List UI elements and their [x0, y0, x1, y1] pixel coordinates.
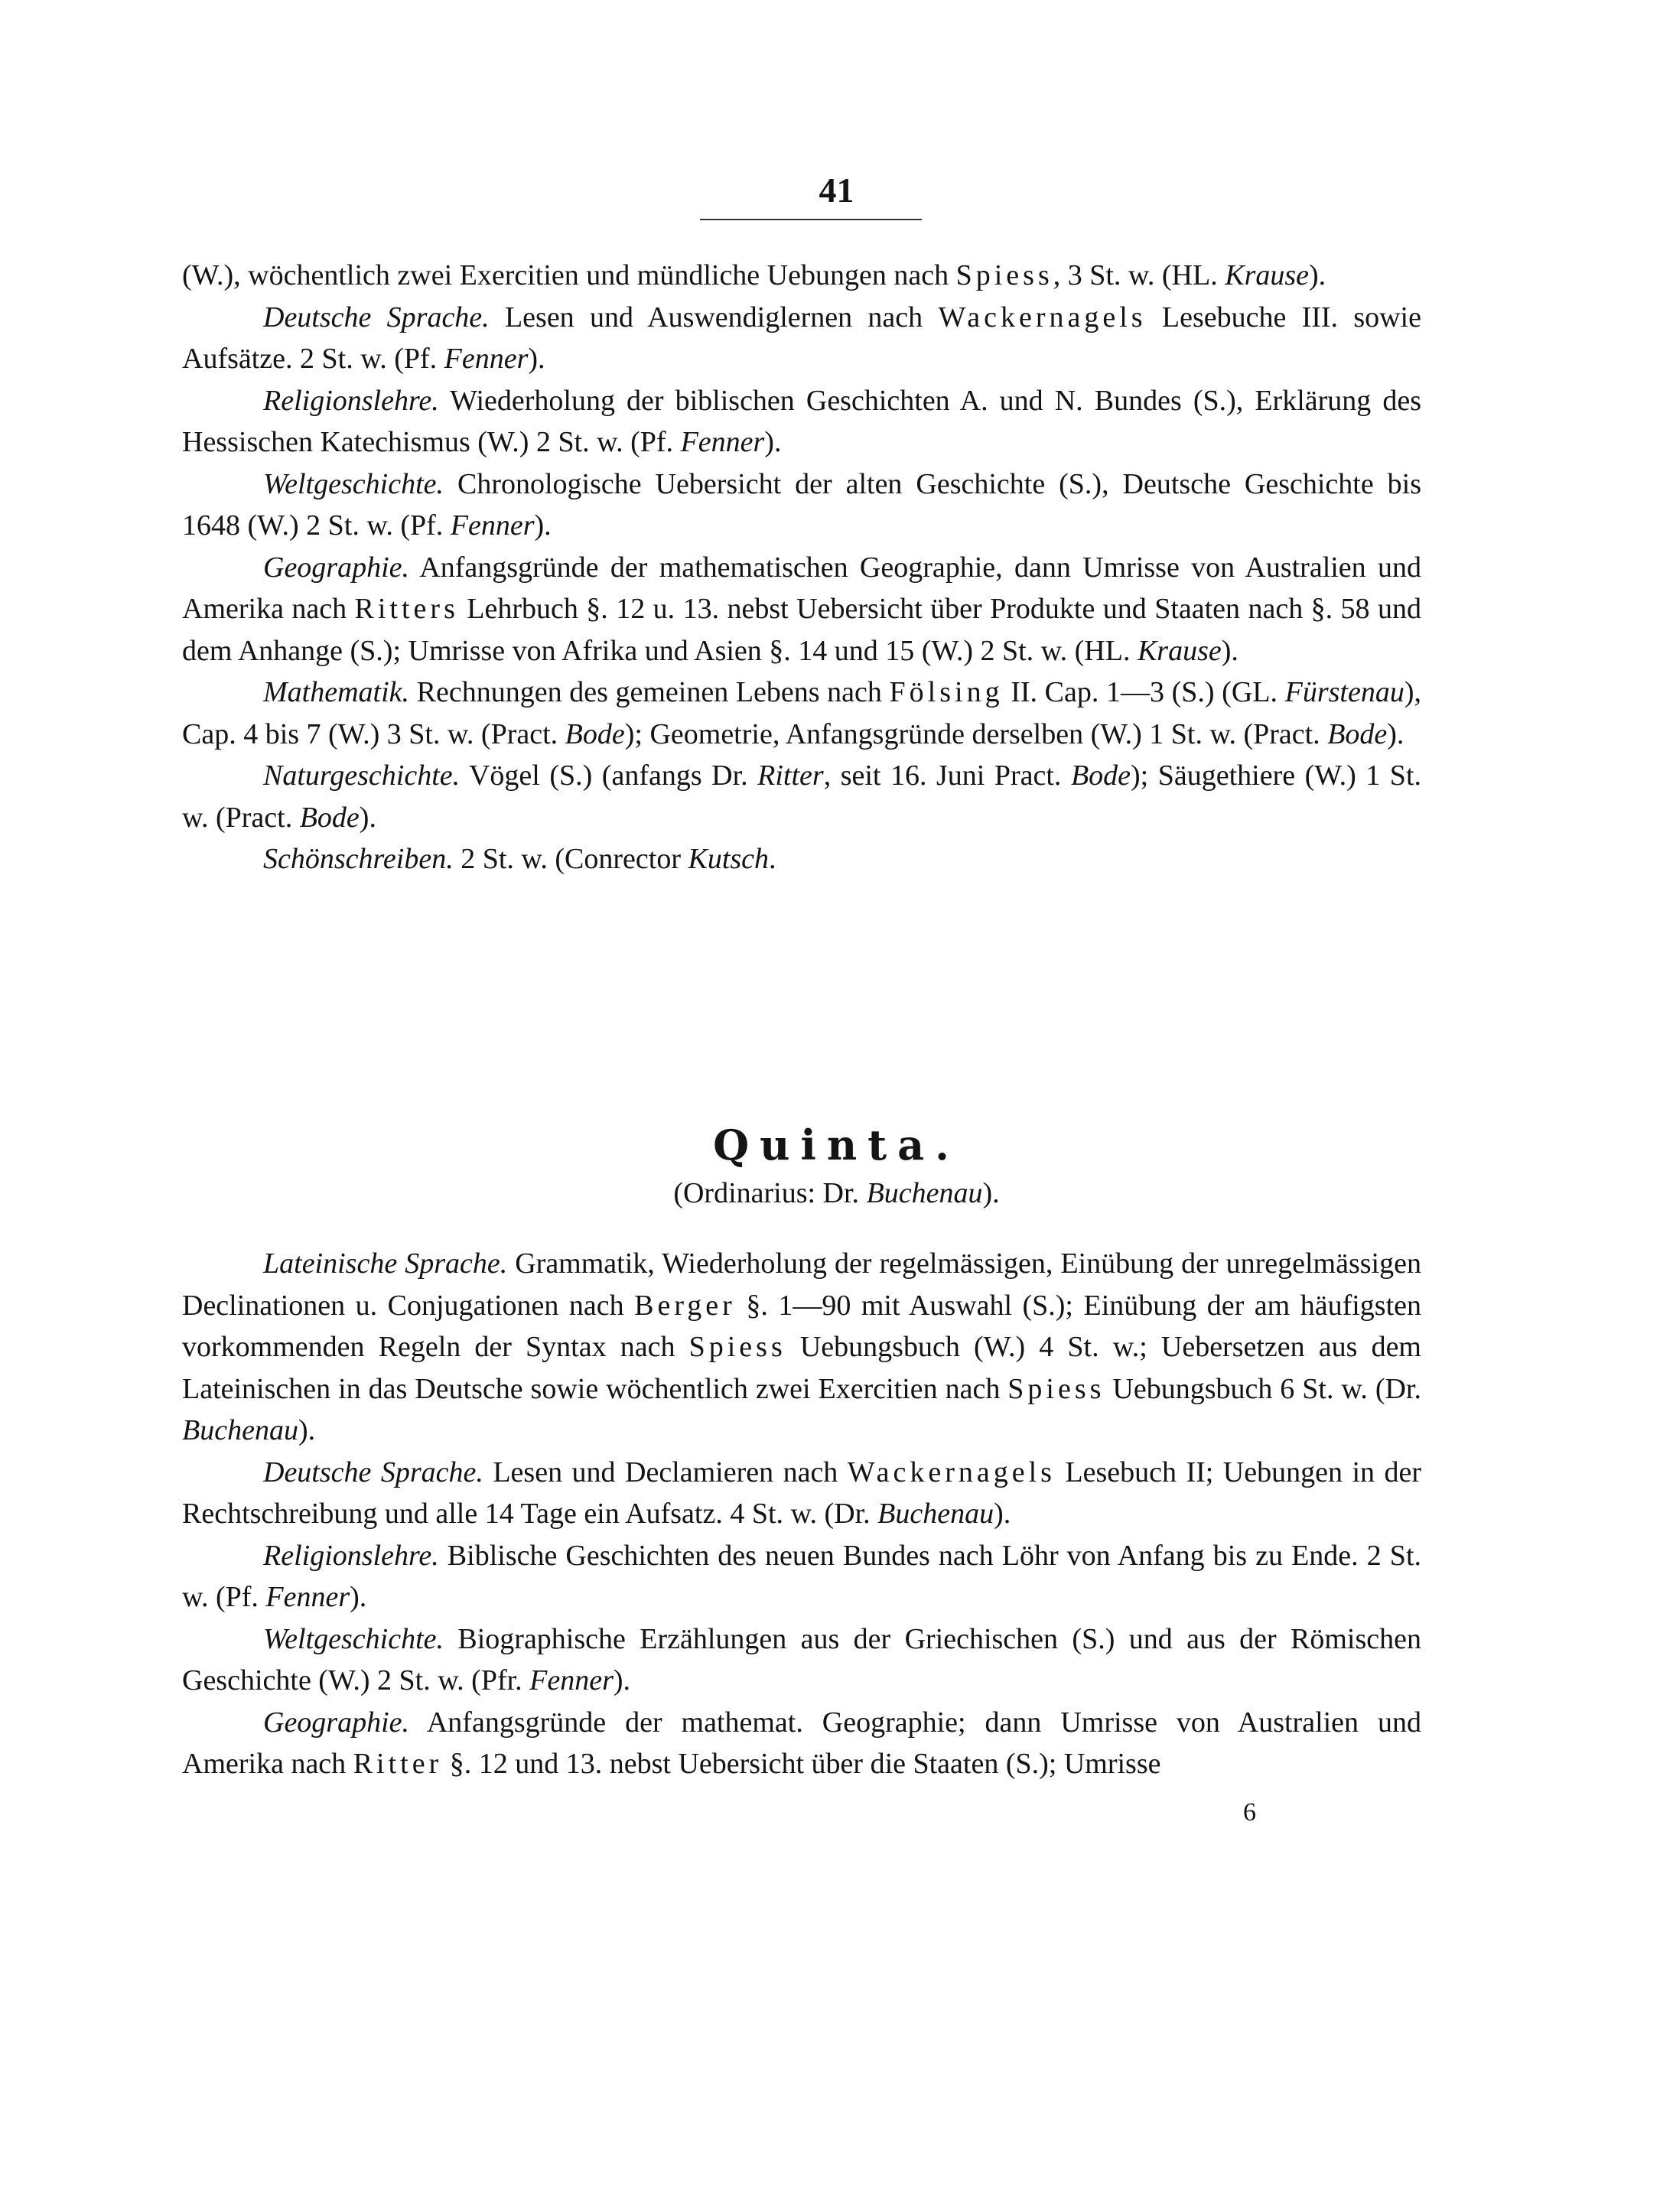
- text-run: 2 St. w. (Conrector: [453, 843, 688, 875]
- paragraph: [182, 1535, 1421, 1618]
- author-reference: Fölsing: [889, 676, 1004, 708]
- author-reference: Wackernagels: [847, 1456, 1056, 1488]
- person-name: Bode: [565, 717, 625, 750]
- text-run: (Ordinarius: Dr.: [673, 1177, 867, 1209]
- author-reference: Spiess: [688, 1331, 786, 1363]
- text-run: Biographische Erzählungen aus der Griechischen (S.) und aus der Römischen Geschichte (W.) 2 St. w. (Pfr.: [182, 1622, 1421, 1696]
- subject-label: Deutsche Sprache.: [263, 1456, 483, 1488]
- person-name: Bode: [1327, 717, 1388, 750]
- text-run: Wiederholung der biblischen Geschichten A. und N. Bundes (S.), Erklärung des Hessischen Katechismus (W.) 2 St. w. (Pf.: [182, 384, 1421, 458]
- subject-label: Schönschreiben.: [263, 843, 454, 875]
- person-name: Buchenau: [866, 1177, 983, 1209]
- person-name: Fenner: [680, 426, 765, 458]
- text-run: ).: [298, 1414, 316, 1446]
- paragraph: [182, 380, 1421, 464]
- paragraph: [182, 1452, 1421, 1535]
- author-reference: Berger: [634, 1289, 736, 1322]
- person-name: Fürstenau: [1284, 676, 1404, 708]
- subject-label: Geographie.: [263, 1706, 410, 1739]
- subject-label: Weltgeschichte.: [263, 1622, 444, 1655]
- paragraph: [182, 464, 1421, 547]
- text-run: §. 12 und 13. nebst Uebersicht über die Staaten (S.); Umrisse: [442, 1748, 1161, 1780]
- person-name: Fenner: [265, 1581, 350, 1613]
- paragraph: [182, 838, 1421, 880]
- text-run: ).: [994, 1498, 1011, 1530]
- person-name: Kutsch: [688, 843, 770, 875]
- subject-label: Religionslehre.: [263, 384, 439, 417]
- subject-label: Lateinische Sprache.: [263, 1248, 508, 1280]
- section-subheading: [0, 1176, 1673, 1210]
- text-run: Uebungsbuch 6 St. w. (Dr.: [1105, 1372, 1421, 1405]
- text-run: .: [769, 843, 776, 875]
- paragraph: [182, 297, 1421, 380]
- subject-label: Weltgeschichte.: [263, 467, 444, 500]
- text-run: II. Cap. 1—3 (S.) (GL.: [1003, 676, 1285, 708]
- author-reference: Wackernagels: [938, 301, 1147, 333]
- person-name: Fenner: [444, 343, 529, 375]
- text-run: ).: [1221, 634, 1238, 667]
- text-run: Anfangsgründe der mathematischen Geographie, dann Umrisse von Australien und Amerika nach: [182, 551, 1421, 625]
- author-reference: Ritter: [353, 1748, 443, 1780]
- subject-label: Mathematik.: [263, 676, 410, 708]
- text-run: §. 1—90 mit Auswahl (S.); Einübung der am häufigsten vorkommenden Regeln der Syntax nach: [182, 1289, 1421, 1363]
- text-run: ); Geometrie, Anfangsgründe derselben (W.) 1 St. w. (Pract.: [624, 717, 1328, 750]
- paragraph: [182, 1618, 1421, 1702]
- text-run: Grammatik, Wiederholung der regelmässigen, Einübung der unregelmässigen Declinationen u. Conjugationen nach: [182, 1248, 1421, 1322]
- text-run: Rechnungen des gemeinen Lebens nach: [409, 676, 890, 708]
- text-run: ).: [350, 1581, 367, 1613]
- person-name: Buchenau: [182, 1414, 298, 1446]
- text-run: ).: [359, 801, 376, 834]
- text-run: , 3 St. w. (HL.: [1053, 259, 1225, 291]
- header-rule: [700, 219, 922, 220]
- text-run: (W.), wöchentlich zwei Exercitien und mündliche Uebungen nach: [182, 259, 956, 291]
- text-run: ).: [613, 1664, 631, 1696]
- person-name: Bode: [299, 801, 360, 834]
- author-reference: Spiess: [955, 259, 1053, 291]
- text-run: ).: [528, 343, 545, 375]
- paragraph: [182, 672, 1421, 755]
- text-run: ).: [534, 509, 552, 542]
- text-run: Lesebuche III. sowie Aufsätze. 2 St. w. (Pf.: [182, 301, 1421, 375]
- text-run: ), Cap. 4 bis 7 (W.) 3 St. w. (Pract.: [182, 676, 1421, 750]
- paragraph: [182, 1702, 1421, 1785]
- text-run: Lehrbuch §. 12 u. 13. nebst Uebersicht über Produkte und Staaten nach §. 58 und dem Anhange (S.); Umrisse von Afrika und Asien §. 14 und 15 (W.) 2 St. w. (HL.: [182, 593, 1421, 667]
- person-name: Krause: [1137, 634, 1222, 667]
- text-run: Lesebuch II; Uebungen in der Rechtschreibung und alle 14 Tage ein Aufsatz. 4 St. w. (Dr.: [182, 1456, 1421, 1530]
- section-heading: Quinta.: [713, 1121, 960, 1169]
- person-name: Fenner: [529, 1664, 614, 1696]
- paragraph: [182, 1243, 1421, 1452]
- paragraph: [182, 755, 1421, 838]
- text-run: ).: [1309, 259, 1326, 291]
- text-run: Lesen und Declamieren nach: [483, 1456, 848, 1488]
- text-run: ).: [982, 1177, 1000, 1209]
- text-run: Vögel (S.) (anfangs Dr.: [460, 760, 758, 792]
- paragraph: [182, 255, 1421, 297]
- subject-label: Geographie.: [263, 551, 410, 584]
- text-run: , seit 16. Juni Pract.: [823, 760, 1071, 792]
- person-name: Buchenau: [877, 1498, 994, 1530]
- person-name: Fenner: [450, 509, 535, 542]
- subject-label: Deutsche Sprache.: [263, 301, 490, 333]
- text-run: ); Säugethiere (W.) 1 St. w. (Pract.: [182, 760, 1422, 834]
- section-b-body: [182, 1243, 1421, 1785]
- subject-label: Naturgeschichte.: [263, 760, 461, 792]
- author-reference: Spiess: [1007, 1372, 1105, 1405]
- signature-mark: 6: [1243, 1798, 1256, 1827]
- section-a-body: [182, 255, 1421, 880]
- paragraph: [182, 547, 1421, 672]
- person-name: Bode: [1070, 760, 1131, 792]
- text-run: Uebungsbuch (W.) 4 St. w.; Uebersetzen aus dem Lateinischen in das Deutsche sowie wöchentlich zwei Exercitien nach: [182, 1331, 1421, 1405]
- text-run: Biblische Geschichten des neuen Bundes nach Löhr von Anfang bis zu Ende. 2 St. w. (Pf.: [182, 1539, 1421, 1613]
- text-run: ).: [1387, 717, 1404, 750]
- text-run: ).: [764, 426, 782, 458]
- text-run: Lesen und Auswendiglernen nach: [489, 301, 939, 333]
- page-number: 41: [819, 171, 854, 210]
- text-run: Anfangsgründe der mathemat. Geographie; dann Umrisse von Australien und Amerika nach: [182, 1706, 1421, 1780]
- subject-label: Religionslehre.: [263, 1539, 439, 1572]
- author-reference: Ritters: [354, 593, 459, 625]
- person-name: Ritter: [757, 760, 824, 792]
- text-run: Chronologische Uebersicht der alten Geschichte (S.), Deutsche Geschichte bis 1648 (W.) 2 St. w. (Pf.: [182, 467, 1421, 542]
- person-name: Krause: [1225, 259, 1310, 291]
